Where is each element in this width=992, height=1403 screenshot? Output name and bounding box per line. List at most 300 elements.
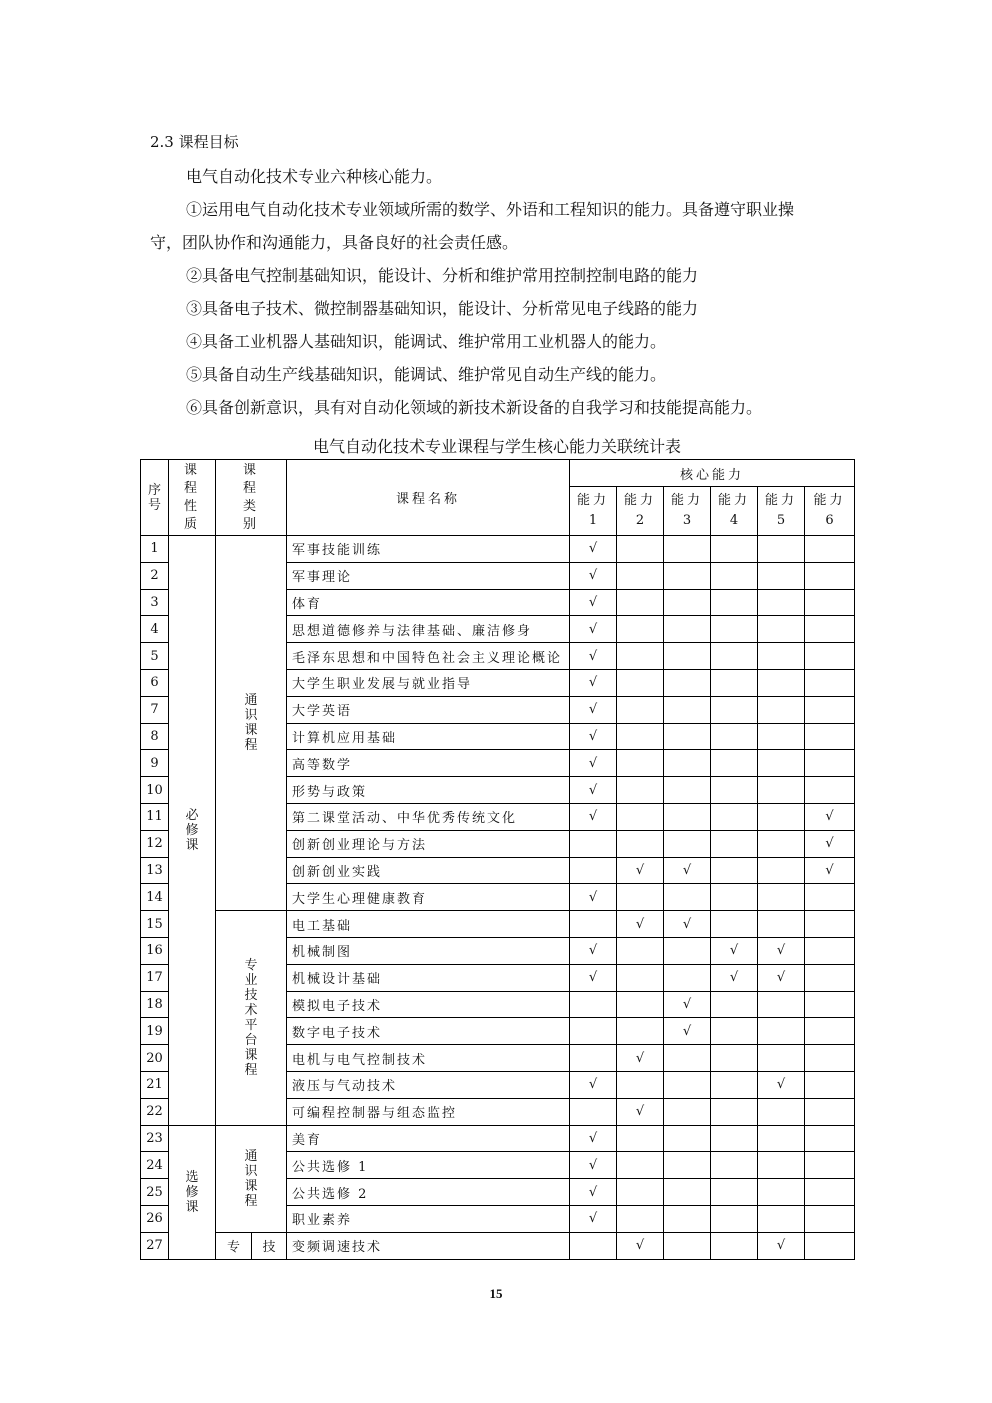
ability-cell-1 xyxy=(570,937,617,964)
course-name-cell xyxy=(287,536,570,563)
ability-cell-4 xyxy=(711,643,758,670)
ability-cell-3 xyxy=(664,1018,711,1045)
course-name: 电机与电气控制技术 xyxy=(292,1052,428,1068)
paragraph: ⑤具备自动生产线基础知识，能调试、维护常见自动生产线的能力。 xyxy=(186,365,667,384)
header-nature xyxy=(169,460,216,536)
ability-number: 4 xyxy=(729,513,739,528)
ability-cell-4 xyxy=(711,964,758,991)
course-name-cell xyxy=(287,669,570,696)
ability-cell-6 xyxy=(805,1125,855,1152)
seq-cell xyxy=(141,937,169,964)
ability-cell-5 xyxy=(758,643,805,670)
ability-cell-3 xyxy=(664,589,711,616)
ability-cell-1 xyxy=(570,803,617,830)
ability-cell-5 xyxy=(758,1045,805,1072)
ability-cell-6 xyxy=(805,1098,855,1125)
check-mark: √ xyxy=(588,621,598,637)
ability-cell-3 xyxy=(664,536,711,563)
check-mark: √ xyxy=(588,1184,598,1200)
course-name: 数字电子技术 xyxy=(292,1025,383,1041)
course-name-cell xyxy=(287,1125,570,1152)
seq-number: 6 xyxy=(150,675,159,691)
ability-cell-3 xyxy=(664,1205,711,1232)
ability-cell-5 xyxy=(758,1125,805,1152)
ability-cell-6 xyxy=(805,857,855,884)
seq-number: 11 xyxy=(146,809,163,825)
course-name-cell xyxy=(287,884,570,911)
ability-cell-1 xyxy=(570,562,617,589)
ability-cell-6 xyxy=(805,669,855,696)
course-name: 美育 xyxy=(292,1132,323,1148)
ability-cell-1 xyxy=(570,1232,617,1259)
ability-cell-4 xyxy=(711,1018,758,1045)
ability-cell-4 xyxy=(711,1125,758,1152)
seq-cell xyxy=(141,991,169,1018)
check-mark: √ xyxy=(682,862,692,878)
check-mark: √ xyxy=(588,1077,598,1093)
course-name: 计算机应用基础 xyxy=(292,730,398,746)
seq-number: 5 xyxy=(150,648,159,664)
header-ability-6 xyxy=(805,487,855,536)
course-name-cell xyxy=(287,1205,570,1232)
ability-cell-1 xyxy=(570,589,617,616)
ability-cell-5 xyxy=(758,830,805,857)
check-mark: √ xyxy=(776,970,786,986)
ability-cell-5 xyxy=(758,723,805,750)
ability-cell-5 xyxy=(758,1098,805,1125)
course-name-cell xyxy=(287,643,570,670)
ability-cell-2 xyxy=(617,857,664,884)
seq-number: 12 xyxy=(146,836,163,852)
seq-cell xyxy=(141,643,169,670)
paragraph: ③具备电子技术、微控制器基础知识，能设计、分析常见电子线路的能力 xyxy=(186,299,699,318)
check-mark: √ xyxy=(635,916,645,932)
ability-cell-6 xyxy=(805,1045,855,1072)
paragraph: ⑥具备创新意识，具有对自动化领域的新技术新设备的自我学习和技能提高能力。 xyxy=(186,398,763,417)
ability-cell-1 xyxy=(570,884,617,911)
ability-cell-2 xyxy=(617,911,664,938)
ability-cell-3 xyxy=(664,643,711,670)
ability-cell-5 xyxy=(758,777,805,804)
seq-number: 14 xyxy=(146,889,163,905)
ability-cell-4 xyxy=(711,937,758,964)
ability-cell-3 xyxy=(664,1098,711,1125)
ability-cell-2 xyxy=(617,1125,664,1152)
ability-cell-5 xyxy=(758,616,805,643)
course-name-cell xyxy=(287,589,570,616)
ability-cell-4 xyxy=(711,857,758,884)
ability-cell-2 xyxy=(617,616,664,643)
ability-cell-6 xyxy=(805,991,855,1018)
ability-cell-2 xyxy=(617,884,664,911)
ability-cell-4 xyxy=(711,1098,758,1125)
section-heading: 2.3 课程目标 xyxy=(150,133,239,151)
category-prof-b xyxy=(252,1232,287,1259)
ability-cell-4 xyxy=(711,696,758,723)
check-mark: √ xyxy=(825,809,834,825)
header-ability-3 xyxy=(664,487,711,536)
ability-label: 能力 xyxy=(813,493,846,508)
check-mark: √ xyxy=(682,996,692,1012)
ability-cell-2 xyxy=(617,562,664,589)
check-mark: √ xyxy=(682,1023,692,1039)
paragraph: ①运用电气自动化技术专业领域所需的数学、外语和工程知识的能力。具备遵守职业操 xyxy=(186,200,795,219)
seq-number: 8 xyxy=(150,728,159,744)
seq-number: 4 xyxy=(150,621,159,637)
ability-cell-4 xyxy=(711,1205,758,1232)
ability-cell-5 xyxy=(758,750,805,777)
ability-cell-2 xyxy=(617,1071,664,1098)
ability-cell-5 xyxy=(758,991,805,1018)
header-category-label: 课程类别 xyxy=(242,462,259,532)
check-mark: √ xyxy=(588,594,598,610)
seq-cell xyxy=(141,750,169,777)
ability-cell-4 xyxy=(711,777,758,804)
group-elective-label: 选修课 xyxy=(185,1169,199,1215)
check-mark: √ xyxy=(825,836,834,852)
course-name-cell xyxy=(287,1045,570,1072)
ability-number: 5 xyxy=(776,513,786,528)
ability-cell-3 xyxy=(664,964,711,991)
ability-cell-3 xyxy=(664,1232,711,1259)
ability-cell-4 xyxy=(711,1045,758,1072)
check-mark: √ xyxy=(588,1130,598,1146)
check-mark: √ xyxy=(776,1238,786,1254)
ability-cell-6 xyxy=(805,1179,855,1206)
ability-cell-3 xyxy=(664,830,711,857)
ability-cell-2 xyxy=(617,830,664,857)
course-name-cell xyxy=(287,937,570,964)
seq-number: 23 xyxy=(146,1130,163,1146)
ability-cell-2 xyxy=(617,750,664,777)
ability-cell-3 xyxy=(664,777,711,804)
course-name: 第二课堂活动、中华优秀传统文化 xyxy=(292,811,518,827)
check-mark: √ xyxy=(588,648,598,664)
ability-cell-5 xyxy=(758,1071,805,1098)
ability-cell-6 xyxy=(805,1205,855,1232)
course-name: 变频调速技术 xyxy=(292,1240,383,1256)
ability-number: 2 xyxy=(635,513,645,528)
ability-cell-3 xyxy=(664,803,711,830)
ability-cell-2 xyxy=(617,1179,664,1206)
course-name-cell xyxy=(287,1152,570,1179)
course-name: 机械制图 xyxy=(292,945,353,961)
course-name-cell xyxy=(287,964,570,991)
course-name-cell xyxy=(287,830,570,857)
check-mark: √ xyxy=(635,1104,645,1120)
category-general-label: 通识课程 xyxy=(244,693,258,754)
seq-number: 19 xyxy=(146,1023,163,1039)
seq-number: 3 xyxy=(150,594,159,610)
ability-cell-6 xyxy=(805,616,855,643)
category-prof-b-label: 技 xyxy=(262,1240,276,1256)
check-mark: √ xyxy=(588,702,598,718)
check-mark: √ xyxy=(588,755,598,771)
seq-number: 18 xyxy=(146,996,163,1012)
paragraph: ④具备工业机器人基础知识，能调试、维护常用工业机器人的能力。 xyxy=(186,332,667,351)
seq-cell xyxy=(141,1125,169,1152)
ability-cell-3 xyxy=(664,1179,711,1206)
ability-cell-6 xyxy=(805,964,855,991)
seq-cell xyxy=(141,562,169,589)
ability-cell-6 xyxy=(805,1152,855,1179)
ability-cell-5 xyxy=(758,911,805,938)
course-name: 创新创业实践 xyxy=(292,864,383,880)
ability-cell-5 xyxy=(758,1232,805,1259)
ability-cell-6 xyxy=(805,589,855,616)
ability-cell-2 xyxy=(617,1232,664,1259)
ability-cell-6 xyxy=(805,803,855,830)
category-general xyxy=(216,536,287,911)
course-name-cell xyxy=(287,562,570,589)
seq-number: 2 xyxy=(150,568,159,584)
ability-cell-5 xyxy=(758,857,805,884)
category-prof-a xyxy=(216,1232,252,1259)
page-number: 15 xyxy=(489,1286,503,1301)
check-mark: √ xyxy=(776,943,786,959)
header-seq-label: 序号 xyxy=(147,482,161,513)
ability-cell-3 xyxy=(664,696,711,723)
course-name-cell xyxy=(287,696,570,723)
ability-cell-5 xyxy=(758,1152,805,1179)
ability-cell-4 xyxy=(711,616,758,643)
seq-cell xyxy=(141,830,169,857)
ability-cell-3 xyxy=(664,937,711,964)
course-name-cell xyxy=(287,991,570,1018)
ability-cell-3 xyxy=(664,1071,711,1098)
seq-number: 15 xyxy=(146,916,163,932)
course-name: 模拟电子技术 xyxy=(292,998,383,1014)
seq-cell xyxy=(141,1071,169,1098)
ability-cell-5 xyxy=(758,1018,805,1045)
table-row xyxy=(141,1232,855,1259)
ability-cell-2 xyxy=(617,536,664,563)
course-name: 创新创业理论与方法 xyxy=(292,838,428,854)
ability-cell-5 xyxy=(758,536,805,563)
course-name-cell xyxy=(287,1018,570,1045)
ability-cell-5 xyxy=(758,589,805,616)
course-name: 军事理论 xyxy=(292,570,353,586)
ability-label: 能力 xyxy=(623,493,656,508)
seq-number: 25 xyxy=(146,1184,163,1200)
course-name-cell xyxy=(287,723,570,750)
ability-cell-1 xyxy=(570,696,617,723)
course-name-cell xyxy=(287,911,570,938)
ability-cell-3 xyxy=(664,669,711,696)
header-seq xyxy=(141,460,169,536)
seq-cell xyxy=(141,1018,169,1045)
ability-cell-6 xyxy=(805,1018,855,1045)
objectives-text xyxy=(150,160,850,424)
table-row xyxy=(141,1125,855,1152)
ability-number: 3 xyxy=(682,513,692,528)
check-mark: √ xyxy=(588,943,598,959)
ability-cell-6 xyxy=(805,911,855,938)
seq-number: 24 xyxy=(146,1157,163,1173)
seq-cell xyxy=(141,669,169,696)
ability-cell-2 xyxy=(617,723,664,750)
ability-cell-1 xyxy=(570,750,617,777)
ability-cell-2 xyxy=(617,1018,664,1045)
seq-number: 20 xyxy=(146,1050,163,1066)
seq-number: 26 xyxy=(146,1211,163,1227)
seq-number: 1 xyxy=(150,541,159,557)
ability-cell-4 xyxy=(711,991,758,1018)
course-name-cell xyxy=(287,1232,570,1259)
seq-number: 16 xyxy=(146,943,163,959)
ability-cell-5 xyxy=(758,937,805,964)
course-name-cell xyxy=(287,616,570,643)
seq-cell xyxy=(141,1152,169,1179)
check-mark: √ xyxy=(588,1211,598,1227)
paragraph: 守，团队协作和沟通能力，具备良好的社会责任感。 xyxy=(150,233,519,252)
ability-cell-4 xyxy=(711,884,758,911)
check-mark: √ xyxy=(635,862,645,878)
ability-cell-6 xyxy=(805,1071,855,1098)
ability-cell-5 xyxy=(758,964,805,991)
ability-cell-3 xyxy=(664,991,711,1018)
check-mark: √ xyxy=(588,568,598,584)
ability-cell-1 xyxy=(570,1205,617,1232)
ability-cell-5 xyxy=(758,696,805,723)
seq-cell xyxy=(141,1179,169,1206)
seq-cell xyxy=(141,884,169,911)
course-name-cell xyxy=(287,777,570,804)
ability-cell-6 xyxy=(805,536,855,563)
ability-cell-1 xyxy=(570,911,617,938)
course-name-cell xyxy=(287,1071,570,1098)
ability-cell-2 xyxy=(617,643,664,670)
ability-cell-2 xyxy=(617,696,664,723)
ability-cell-3 xyxy=(664,616,711,643)
ability-cell-3 xyxy=(664,1125,711,1152)
ability-cell-1 xyxy=(570,616,617,643)
ability-label: 能力 xyxy=(717,493,750,508)
ability-cell-6 xyxy=(805,937,855,964)
seq-cell xyxy=(141,536,169,563)
check-mark: √ xyxy=(588,782,598,798)
seq-number: 13 xyxy=(146,862,163,878)
course-name: 电工基础 xyxy=(292,918,353,934)
course-name: 机械设计基础 xyxy=(292,972,383,988)
course-name: 可编程控制器与组态监控 xyxy=(292,1106,458,1122)
seq-cell xyxy=(141,777,169,804)
seq-cell xyxy=(141,803,169,830)
ability-cell-5 xyxy=(758,1179,805,1206)
ability-cell-4 xyxy=(711,830,758,857)
course-name: 职业素养 xyxy=(292,1213,353,1229)
ability-label: 能力 xyxy=(670,493,703,508)
ability-cell-4 xyxy=(711,723,758,750)
seq-cell xyxy=(141,1045,169,1072)
seq-cell xyxy=(141,964,169,991)
check-mark: √ xyxy=(825,862,834,878)
course-name: 大学生心理健康教育 xyxy=(292,891,428,907)
ability-cell-2 xyxy=(617,669,664,696)
ability-number: 6 xyxy=(825,513,834,528)
ability-cell-1 xyxy=(570,1018,617,1045)
check-mark: √ xyxy=(682,916,692,932)
group-elective xyxy=(169,1125,216,1259)
ability-cell-1 xyxy=(570,536,617,563)
ability-label: 能力 xyxy=(764,493,797,508)
ability-cell-3 xyxy=(664,723,711,750)
seq-number: 27 xyxy=(146,1238,163,1254)
check-mark: √ xyxy=(588,809,598,825)
seq-cell xyxy=(141,1098,169,1125)
table-row xyxy=(141,536,855,563)
ability-cell-1 xyxy=(570,1152,617,1179)
ability-cell-2 xyxy=(617,964,664,991)
ability-cell-6 xyxy=(805,562,855,589)
ability-cell-3 xyxy=(664,562,711,589)
course-name: 高等数学 xyxy=(292,757,353,773)
check-mark: √ xyxy=(729,943,739,959)
check-mark: √ xyxy=(588,728,598,744)
ability-cell-6 xyxy=(805,830,855,857)
ability-cell-4 xyxy=(711,1152,758,1179)
ability-cell-1 xyxy=(570,1045,617,1072)
course-name-cell xyxy=(287,1098,570,1125)
ability-cell-6 xyxy=(805,643,855,670)
seq-number: 9 xyxy=(150,755,159,771)
header-ability-2 xyxy=(617,487,664,536)
check-mark: √ xyxy=(588,889,598,905)
ability-cell-5 xyxy=(758,803,805,830)
ability-cell-2 xyxy=(617,937,664,964)
group-required xyxy=(169,536,216,1126)
seq-number: 21 xyxy=(146,1077,163,1093)
header-ability-4 xyxy=(711,487,758,536)
ability-cell-4 xyxy=(711,750,758,777)
seq-number: 7 xyxy=(150,702,159,718)
seq-number: 22 xyxy=(146,1104,163,1120)
ability-cell-1 xyxy=(570,643,617,670)
paragraph: ②具备电气控制基础知识，能设计、分析和维护常用控制控制电路的能力 xyxy=(186,266,699,285)
course-name: 公共选修 2 xyxy=(292,1186,369,1202)
ability-cell-3 xyxy=(664,750,711,777)
ability-cell-6 xyxy=(805,777,855,804)
check-mark: √ xyxy=(729,970,739,986)
ability-cell-2 xyxy=(617,991,664,1018)
course-name: 大学生职业发展与就业指导 xyxy=(292,677,473,693)
header-category xyxy=(216,460,287,536)
seq-number: 17 xyxy=(146,970,163,986)
category-elective-general xyxy=(216,1125,287,1232)
seq-cell xyxy=(141,696,169,723)
ability-cell-6 xyxy=(805,884,855,911)
ability-cell-1 xyxy=(570,1071,617,1098)
check-mark: √ xyxy=(588,541,598,557)
ability-cell-4 xyxy=(711,536,758,563)
ability-cell-2 xyxy=(617,589,664,616)
ability-cell-1 xyxy=(570,857,617,884)
ability-cell-4 xyxy=(711,562,758,589)
ability-cell-5 xyxy=(758,562,805,589)
ability-cell-5 xyxy=(758,1205,805,1232)
ability-cell-4 xyxy=(711,669,758,696)
group-required-label: 必修课 xyxy=(185,807,199,853)
seq-cell xyxy=(141,616,169,643)
course-name: 体育 xyxy=(292,596,323,612)
seq-cell xyxy=(141,1205,169,1232)
category-prof-a-label: 专 xyxy=(226,1240,240,1256)
course-name: 大学英语 xyxy=(292,704,353,720)
course-name: 形势与政策 xyxy=(292,784,368,800)
ability-cell-3 xyxy=(664,857,711,884)
ability-cell-4 xyxy=(711,1232,758,1259)
course-name: 公共选修 1 xyxy=(292,1159,369,1175)
